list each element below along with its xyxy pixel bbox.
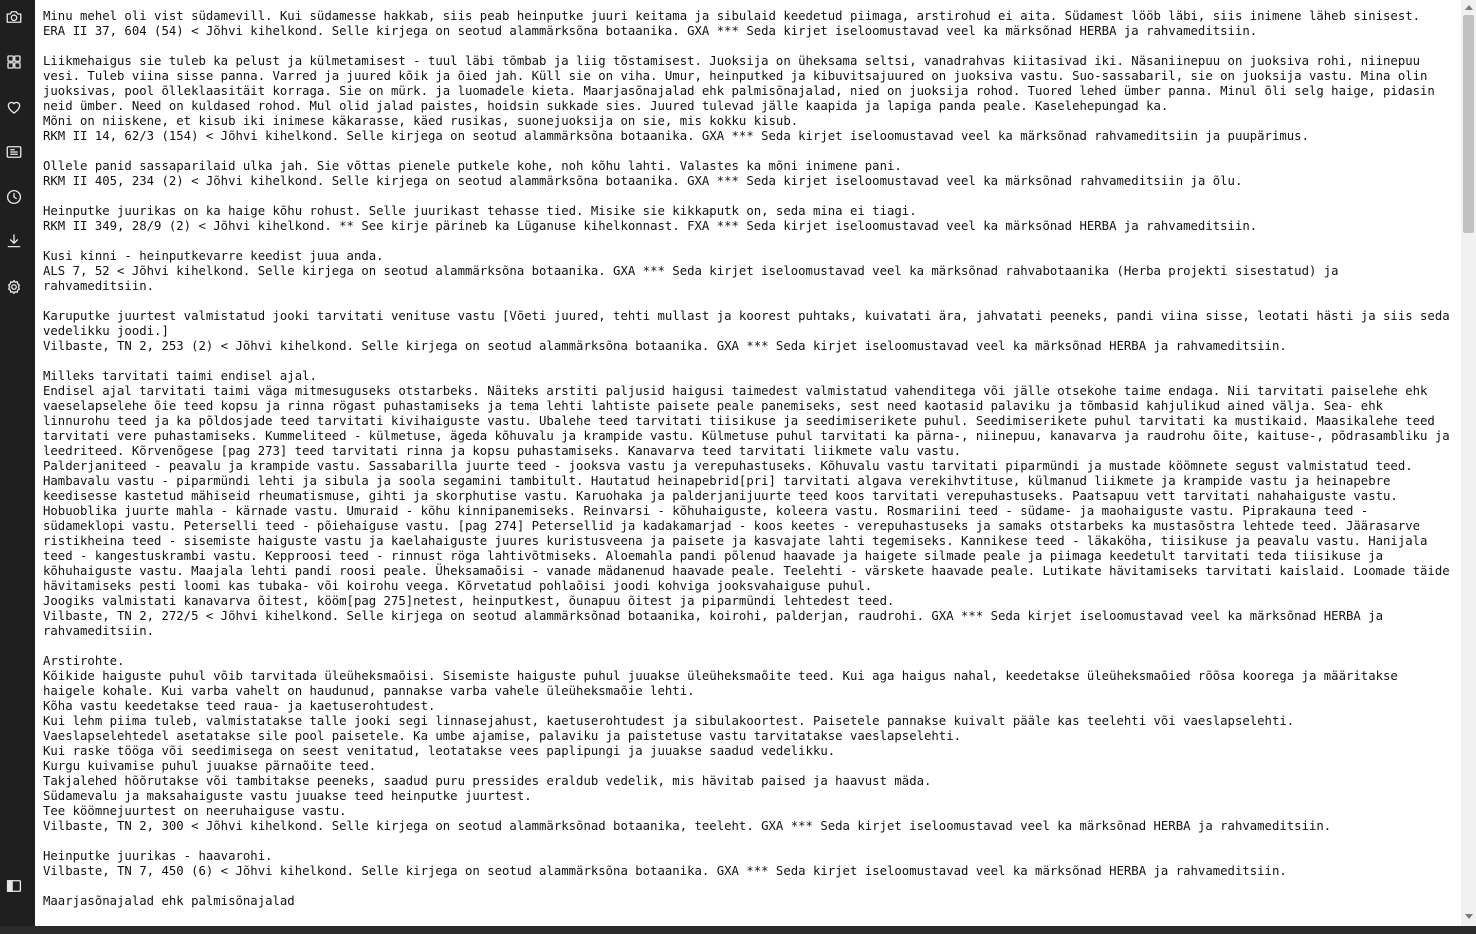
heart-icon[interactable] bbox=[4, 97, 24, 117]
grid-icon[interactable] bbox=[4, 52, 24, 72]
scroll-up-icon[interactable] bbox=[1465, 5, 1473, 10]
document-view bbox=[35, 0, 1461, 926]
vertical-scrollbar[interactable] bbox=[1461, 0, 1476, 926]
camera-icon[interactable] bbox=[4, 7, 24, 27]
news-icon[interactable] bbox=[4, 142, 24, 162]
sidebar bbox=[0, 0, 29, 934]
scrollbar-thumb[interactable] bbox=[1463, 15, 1474, 233]
download-icon[interactable] bbox=[4, 231, 24, 251]
scroll-down-icon[interactable] bbox=[1465, 914, 1473, 919]
gear-icon[interactable] bbox=[4, 277, 24, 297]
bottom-bar bbox=[0, 926, 1476, 934]
sidebar-toggle-icon[interactable] bbox=[4, 876, 24, 896]
document-text: Minu mehel oli vist südamevill. Kui südamesse hakkab, siis peab heinputke juuri keitama ja sibulaid keedetud piimaga, arstirohud ei aita. Südamest lööb läbi, siis inimene läheb sinisest. ERA II 37, 604 (54) < Jõhvi kihelkond. Selle kirjega on seotud alammärksõna botaanika. GXA *** Seda kirjet iseloomustavad veel ka märksõnad HERBA ja rahvameditsiin. Liikmehaigus sie tuleb ka pelust ja külmetamisest - tuul läbi tõmbab ja liig tõstamisest. Juoksija on üheksama seltsi, vanadrahvas kiitasivad iki. Näsaniinepuu on juoksiva rohi, niinepuu vesi. Tuleb viina sisse panna. Varred ja juured kõik ja õied jah. Küll sie on viha. Umur, heinputked ja kibuvitsajuured on juoksiva vastu. Suo-sassabaril, sie on juoksija vastu. Mina olin juoksivas, pool õlleklaasitäit korraga. Sie on mürk. ja luomadele kieta. Maarjasõnajalad ehk palmisõnajalad, nied on juoksija rohod. Tuored lehed ümber panna. Minul õli selg haige, pidasin neid ümber. Need on kuldased rohod. Mul olid jalad paistes, hoidsin sukkade sies. Juured tulevad jälle kaapida ja lapiga panda peale. Kaselehepungad ka. Mõni on niiskene, et kisub iki inimese käkarasse, käed rusikas, suonejuoksija on sie, mis kokku kisub. RKM II 14, 62/3 (154) < Jõhvi kihelkond. Selle kirjega on seotud alammärksõna botaanika. GXA *** Seda kirjet iseloomustavad veel ka märksõnad rahvameditsiin ja puupärimus. Ollele panid sassaparilaid ulka jah. Sie võttas pienele putkele kohe, noh kõhu lahti. Valastes ka mõni inimene pani. RKM II 405, 234 (2) < Jõhvi kihelkond. Selle kirjega on seotud alammärksõna botaanika. GXA *** Seda kirjet iseloomustavad veel ka märksõnad rahvameditsiin ja õlu. Heinputke juurikas on ka haige kõhu rohust. Selle juurikast tehasse tied. Misike sie kikkaputk on, seda mina ei tiagi. RKM II 349, 28/9 (2) < Jõhvi kihelkond. ** See kirje pärineb ka Lüganuse kihelkonnast. FXA *** Seda kirjet iseloomustavad veel ka märksõnad HERBA ja rahvameditsiin. Kusi kinni - heinputkevarre keedist juua anda. ALS 7, 52 < Jõhvi kihelkond. Selle kirjega on seotud alammärksõna botaanika. GXA *** Seda kirjet iseloomustavad veel ka märksõnad rahvabotaanika (Herba projekti sisestatud) ja rahvameditsiin. Karuputke juurtest valmistatud jooki tarvitati venituse vastu [Võeti juured, tehti mullast ja koorest puhtaks, kuivatati ära, jahvatati peeneks, pandi viina sisse, leotati hästi ja siis seda vedelikku joodi.] Vilbaste, TN 2, 253 (2) < Jõhvi kihelkond. Selle kirjega on seotud alammärksõna botaanika. GXA *** Seda kirjet iseloomustavad veel ka märksõnad HERBA ja rahvameditsiin. Milleks tarvitati taimi endisel ajal. Endisel ajal tarvitati taimi väga mitmesuguseks otstarbeks. Näiteks arstiti paljusid haigusi taimedest valmistatud vahenditega või jälle otsekohe taime endaga. Nii tarvitati paiselehe ehk vaeselapselehe õie teed kopsu ja rinna rögast puhastamiseks ja tema lehti lahtiste paisete peale panemiseks, sest need kaotasid palaviku ja tõmbasid kahjulikud ained välja. Sea- ehk linnurohu teed ja ka põldosjade teed tarvitati kivihaiguste vastu. Ubalehe teed tarvitati tiisikuse ja seedimiserikete puhul. Seedimiserikete puhul tarvitati ka mustikaid. Maasikalehe teed tarvitati vere puhastamiseks. Kummeliteed - külmetuse, ägeda kõhuvalu ja krampide vastu. Külmetuse puhul tarvitati ka pärna-, niinepuu, kanavarva ja raudrohu õite, kaituse-, põdrasambliku ja leedriteed. Kõrvenõgese [pag 273] teed tarvitati rinna ja kopsu puhastamiseks. Kanavarva teed tarvitati liikmete valu vastu. Palderjaniteed - peavalu ja krampide vastu. Sassabarilla juurte teed - jooksva vastu ja verepuhastuseks. Kõhuvalu vastu tarvitati piparmündi ja mustade köömnete segust valmistatud teed. Hambavalu vastu - piparmündi lehti ja sibula ja soola segamini tambitult. Hautatud heinapebrid[pri] tarvitati algava verekihvtituse, külmanud liikmete ja krampide vastu ja heinapebre keedisesse kastetud mähiseid rheumatismuse, gihti ja skorphutise vastu. Karuohaka ja palderjanijuurte teed koos tarvitati verepuhastuseks. Paatsapuu vett tarvitati nahahaiguste vastu. Hobuoblika juurte mahla - kärnade vastu. Umuraid - kõhu kinnipanemiseks. Reinvarsi - kõhuhaiguste, koleera vastu. Rosmariini teed - südame- ja maohaiguste vastu. Piprakauna teed - südameklopi vastu. Peterselli teed - põiehaiguse vastu. [pag 274] Petersellid ja kadakamarjad - koos keetes - verepuhastuseks ja samaks otstarbeks ka mustasõstra lehtede teed. Jäärasarve ristikheina teed - sisemiste haiguste vastu ja kaelahaiguste juures kuristusveena ja paisete ja kasvajate lahti tegemiseks. Kannikese teed - läkaköha, tiisikuse ja peavalu vastu. Hanijala teed - kangestuskrambi vastu. Kepproosi teed - rinnust röga lahtivõtmiseks. Aloemahla pandi põlenud haavade ja haigete silmade peale ja piimaga keedetult tarvitati teda tiisikuse ja kõhuhaiguste vastu. Maajala lehti pandi roosi peale. Üheksamaõisi - vanade mädanenud haavade peale. Teelehti - värskete haavade peale. Lutikate hävitamiseks tarvitati kaislaid. Loomade täide hävitamiseks pesti loomi kas tubaka- või koirohu veega. Kõrvetatud pohlaõisi joodi kohviga jooksvahaiguse puhul. Joogiks valmistati kanavarva õitest, kööm[pag 275]netest, heinputkest, õunapuu õitest ja piparmündi lehtedest teed. Vilbaste, TN 2, 272/5 < Jõhvi kihelkond. Selle kirjega on seotud alammärksõnad botaanika, koirohi, palderjan, raudrohi. GXA *** Seda kirjet iseloomustavad veel ka märksõnad HERBA ja rahvameditsiin. Arstirohte. Kõikide haiguste puhul võib tarvitada üleüheksmaõisi. Sisemiste haiguste puhul juuakse üleüheksmaõite teed. Kui aga haigus nahal, keedetakse üleüheksmaõied rõõsa koorega ja määritakse haigele kohale. Kui varba vahelt on haudunud, pannakse varba vahele üleüheksmaõie lehti. Kõha vastu keedetakse teed raua- ja kaetuserohtudest. Kui lehm piima tuleb, valmistatakse talle jooki segi linnasejahust, kaetuserohtudest ja sibulakoortest. Paisetele pannakse kuivalt pääle kas teelehti või vaeslapselehti. Vaeslapselehtedel asetatakse sile pool paisetele. Ka umbe ajamise, palaviku ja paistetuse vastu tarvitatakse vaeslapselehti. Kui raske tööga või seedimisega on seest venitatud, leotatakse vees paplipungi ja juuakse saadud vedelikku. Kurgu kuivamise puhul juuakse pärnaõite teed. Takjalehed hõõrutakse või tambitakse peeneks, saadud puru pressides eraldub vedelik, mis hävitab paised ja haavust mäda. Südamevalu ja maksahaiguste vastu juuakse teed heinputke juurtest. Tee köömnejuurtest on neeruhaiguse vastu. Vilbaste, TN 2, 300 < Jõhvi kihelkond. Selle kirjega on seotud alammärksõnad botaanika, teeleht. GXA *** Seda kirjet iseloomustavad veel ka märksõnad HERBA ja rahvameditsiin. Heinputke juurikas - haavarohi. Vilbaste, TN 7, 450 (6) < Jõhvi kihelkond. Selle kirjega on seotud alammärksõna botaanika. GXA *** Seda kirjet iseloomustavad veel ka märksõnad HERBA ja rahvameditsiin. Maarjasõnajalad ehk palmisõnajalad bbox=[43, 9, 1450, 908]
clock-icon[interactable] bbox=[4, 187, 24, 207]
